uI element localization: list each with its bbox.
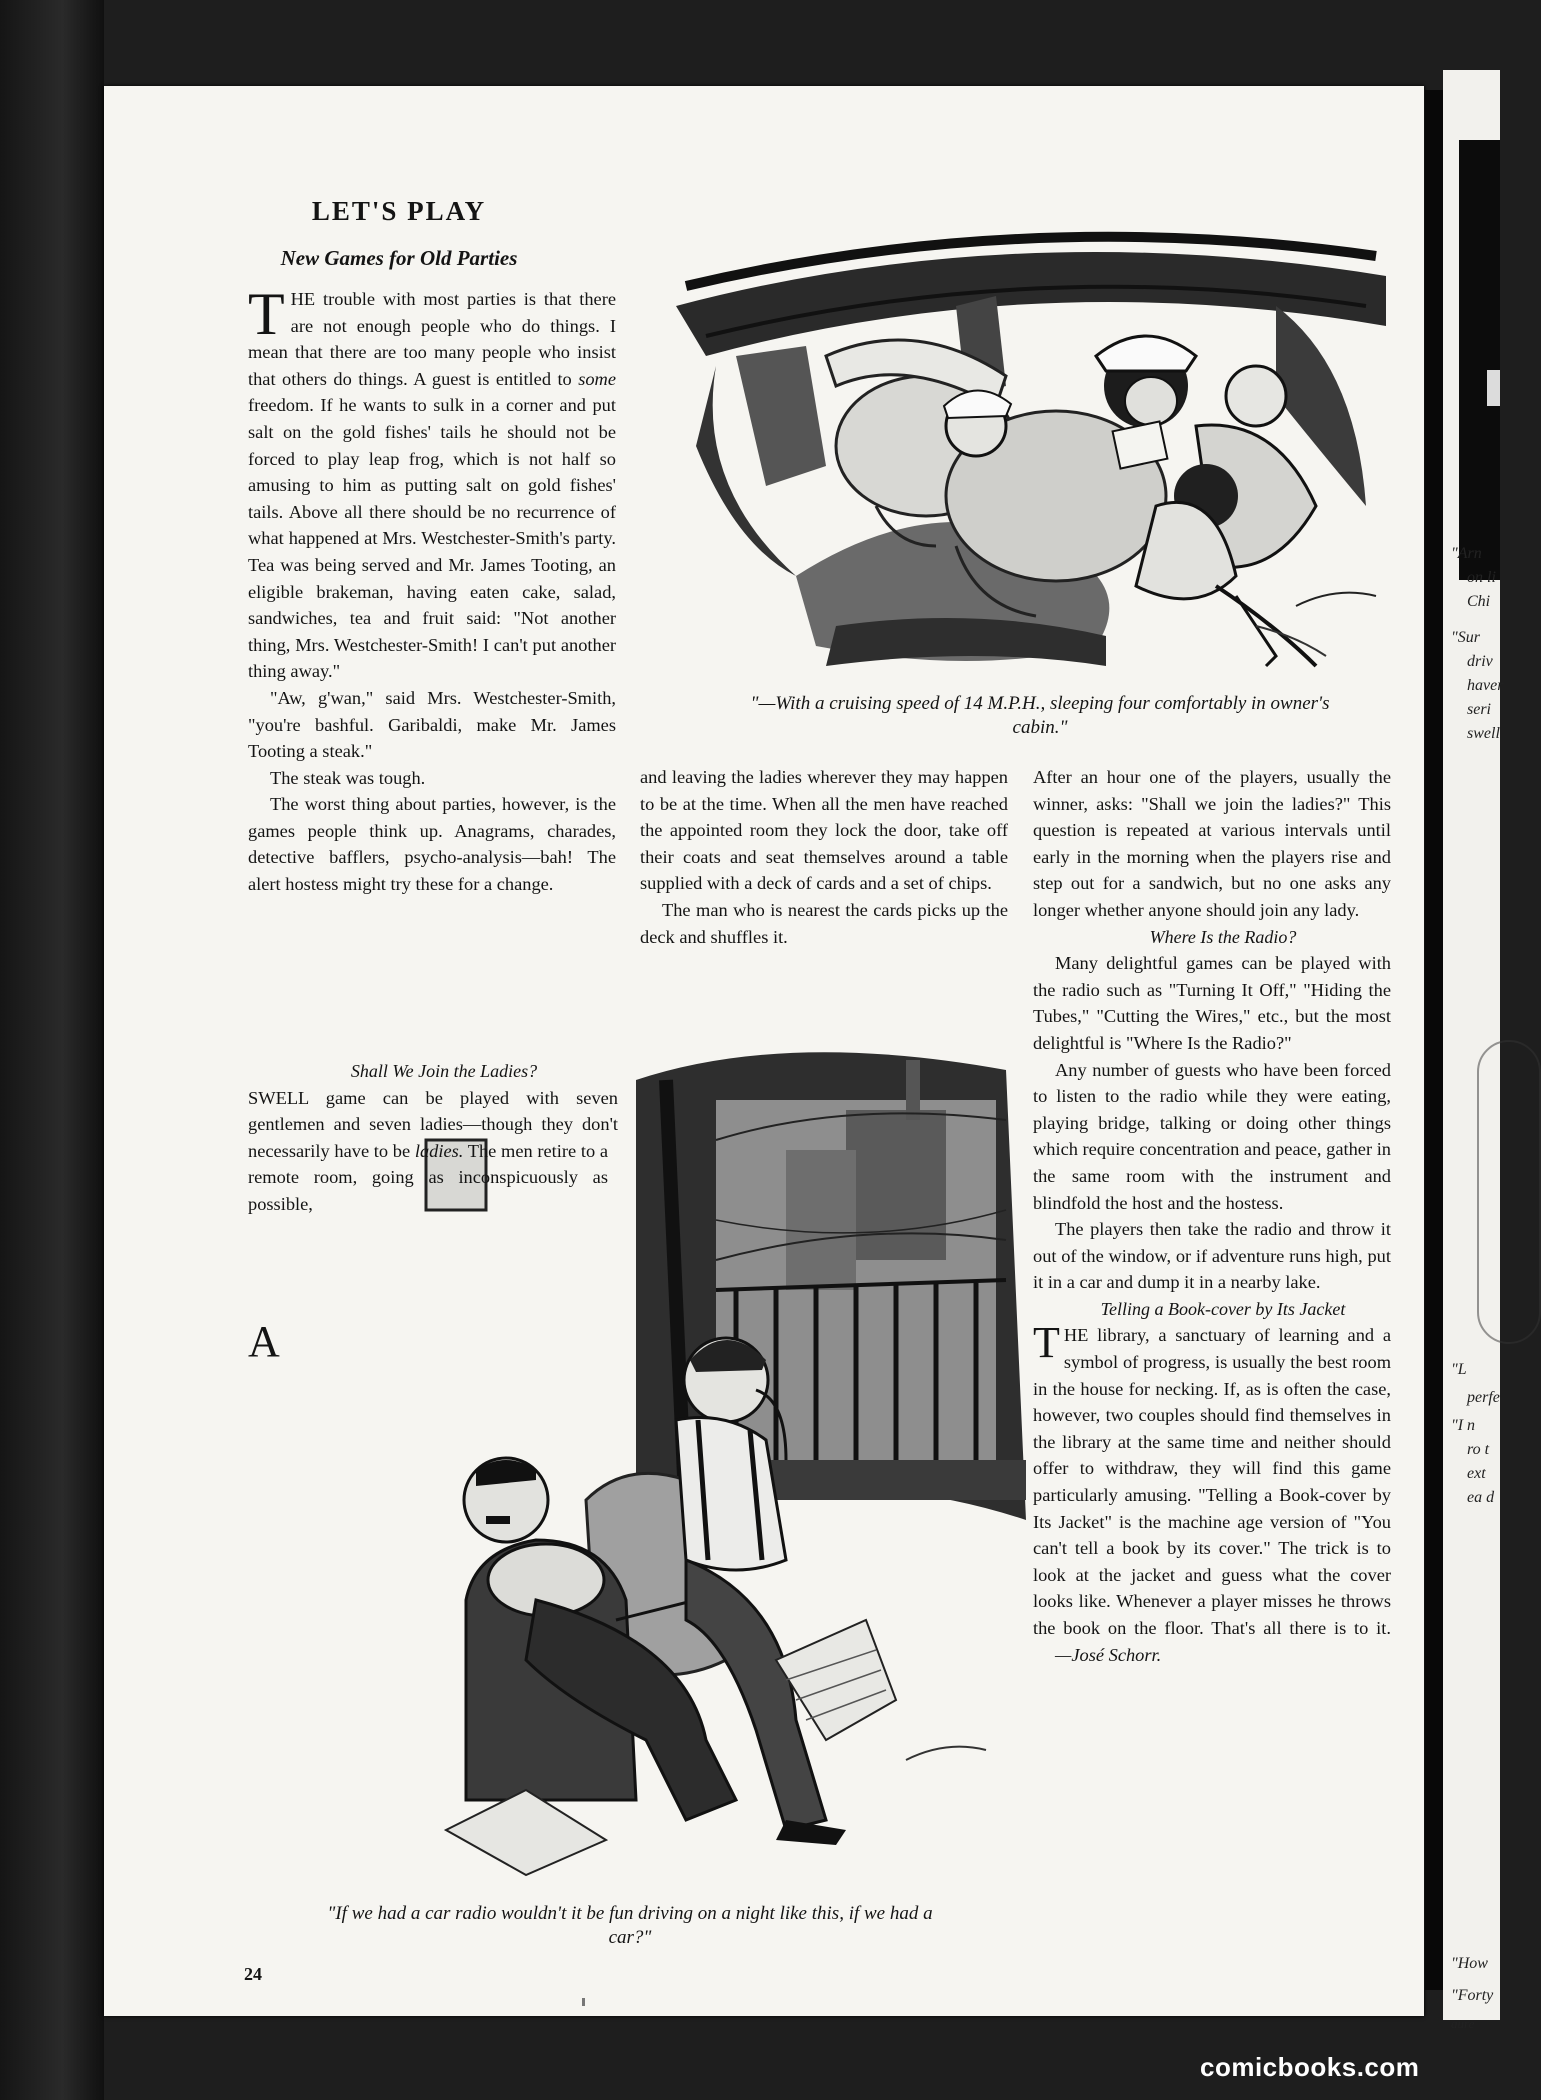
body-paragraph: Any number of guests who have been forced to listen to the radio while they were eating, playing bridge, talking or doing other things which require concentration and peace, gather in the same room with the instrument and blindfold the host and the hostess.: [1033, 1059, 1391, 1213]
body-paragraph: A SWELL game can be played with seven gentlemen and seven ladies—though they don't necessarily have to be ladies. The men retire to a remote room, going as inconspicuously as possible,: [248, 1087, 618, 1366]
body-paragraph: and leaving the ladies wherever they may happen to be at the time. When all the men have reached the appointed room they lock the door, take off their coats and seat themselves around a table supplied with a deck of cards and a set of chips.: [640, 767, 1008, 894]
adjacent-text-fragment: "L: [1451, 1361, 1467, 1378]
article-column-1-lower: [248, 1058, 618, 1481]
adjacent-text-fragment: perfe: [1467, 1389, 1500, 1406]
adjacent-page-sketch: [1477, 1040, 1541, 1344]
adjacent-text-fragment: seri: [1467, 701, 1491, 718]
scan-artifact: [582, 1998, 585, 2006]
body-paragraph: THE library, a sanctuary of learning and a symbol of progress, is usually the best room in the house for necking. If, as is often the case, however, two couples should find themselves in the library at the same time and neither should offer to withdraw, they will find this game particularly amusing. "Telling a Book-cover by Its Jacket" is the machine age version of "You can't tell a book by its cover." The trick is to look at the jacket and guess what the cover looks like. Whenever a player misses he throws the book on the floor. That's all there is to it. —José Schorr.: [1033, 1318, 1391, 1665]
adjacent-page-photo: [1459, 140, 1500, 580]
adjacent-text-fragment: Chi: [1467, 593, 1491, 610]
drop-cap: A: [248, 1316, 280, 1366]
body-paragraph: The players then take the radio and throw it out of the window, or if adventure runs high, put it in a car and dump it in a nearby lake.: [1033, 1219, 1391, 1293]
radio-cartoon-caption: "If we had a car radio wouldn't it be fun driving on a night like this, if we had a car?": [327, 1903, 933, 1948]
site-watermark: comicbooks.com: [1200, 2052, 1420, 2082]
body-paragraph: The man who is nearest the cards picks up the deck and shuffles it.: [640, 899, 1008, 947]
drop-cap: T: [1033, 1318, 1060, 1368]
body-paragraph: "Aw, g'wan," said Mrs. Westchester-Smith, "you're bashful. Garibaldi, make Mr. James Tooting a steak.": [248, 687, 616, 762]
adjacent-text-fragment: driv: [1467, 653, 1493, 670]
adjacent-page-strip: [1443, 70, 1504, 2031]
adjacent-text-fragment: "Forty: [1451, 1987, 1494, 2004]
adjacent-text-fragment: haver: [1467, 677, 1504, 694]
adjacent-text-fragment: "Sur: [1451, 629, 1480, 646]
article-column-2: [640, 764, 1008, 950]
cabin-cartoon-illustration: [676, 246, 1386, 680]
article-subtitle: New Games for Old Parties: [280, 246, 518, 270]
article-column-3: [1033, 764, 1391, 1668]
drop-cap: T: [248, 281, 285, 347]
scan-edge-left: [0, 0, 104, 2100]
adjacent-text-fragment: on li: [1467, 569, 1496, 586]
article-column-1-upper: [248, 281, 616, 898]
section-heading: Shall We Join the Ladies?: [350, 1061, 538, 1081]
adjacent-text-fragment: ext: [1467, 1465, 1486, 1482]
body-paragraph: The steak was tough.: [270, 767, 426, 788]
adjacent-text-fragment: ro t: [1467, 1441, 1490, 1458]
adjacent-text-fragment: "How: [1451, 1955, 1488, 1972]
body-paragraph: The worst thing about parties, however, is the games people think up. Anagrams, charades, detective bafflers, psycho-analysis—bah! The alert hostess might try these for a change.: [248, 794, 616, 895]
body-paragraph: Many delightful games can be played with the radio such as "Turning It Off," "Hiding the Tubes," "Cutting the Wires," etc., but the most delightful is "Where Is the Radio?": [1033, 953, 1391, 1053]
page-number: 24: [244, 1964, 262, 1984]
adjacent-text-fragment: "I n: [1451, 1417, 1476, 1434]
section-heading: Telling a Book-cover by Its Jacket: [1100, 1298, 1346, 1319]
adjacent-text-fragment: swell: [1467, 725, 1500, 742]
cabin-cartoon-caption: "—With a cruising speed of 14 M.P.H., sleeping four comfortably in owner's cabin.": [750, 693, 1330, 738]
adjacent-text-fragment: "Arn: [1451, 545, 1482, 562]
section-heading: Where Is the Radio?: [1149, 926, 1297, 947]
page-gutter: [1425, 90, 1443, 1990]
body-paragraph: THE trouble with most parties is that there are not enough people who do things. I mean that there are too many people who insist that others do things. A guest is entitled to some freedom. If he wants to sulk in a corner and put salt on the gold fishes' tails he should not be forced to play leap frog, which is not half so amusing to him as putting salt on gold fishes' tails. Above all there should be no recurrence of what happened at Mrs. Westchester-Smith's party. Tea was being served and Mr. James Tooting, an eligible brakeman, having eaten cake, salad, sandwiches, tea and fruit said: "Not another thing, Mrs. Westchester-Smith! I can't put another thing away.": [248, 281, 616, 682]
cabin-cartoon-drawing: [676, 246, 1386, 680]
author-byline: —José Schorr.: [1055, 1644, 1162, 1665]
article-title: LET'S PLAY: [311, 196, 487, 226]
adjacent-text-fragment: ea d: [1467, 1489, 1495, 1506]
body-paragraph: After an hour one of the players, usually the winner, asks: "Shall we join the ladies?" This question is repeated at various intervals until early in the morning when the players rise and step out for a sandwich, but no one asks any longer whether anyone should join any lady.: [1033, 767, 1391, 920]
adjacent-text-fragment: aure: [1451, 2016, 1475, 2031]
